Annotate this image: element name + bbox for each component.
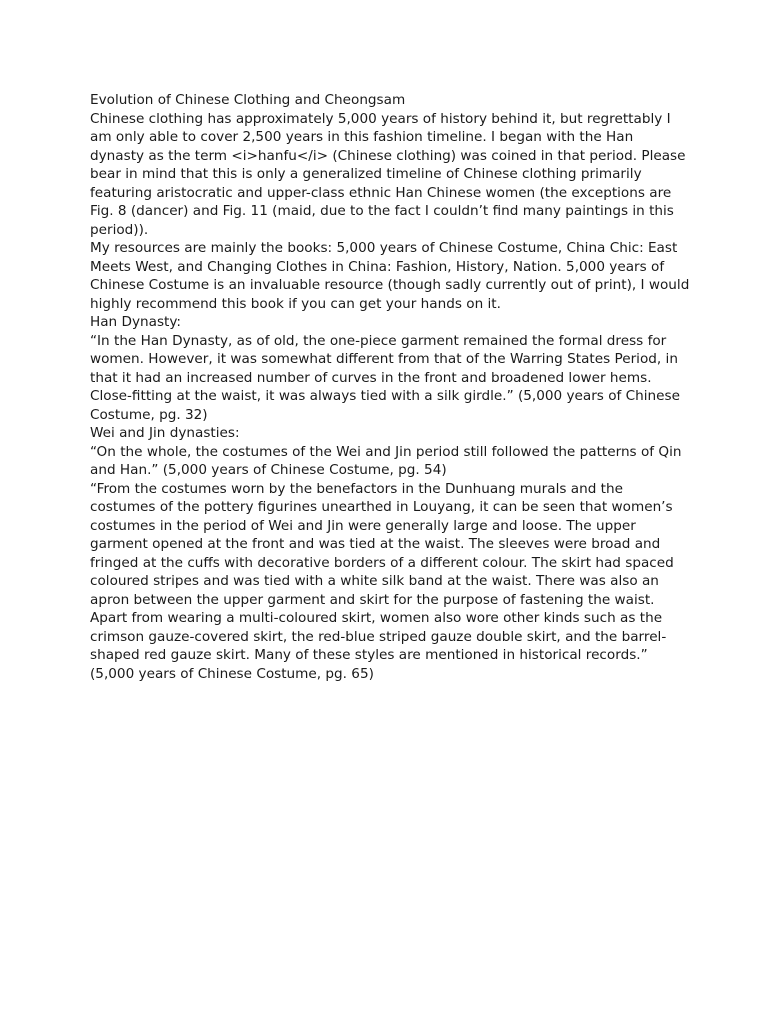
intro-paragraph: Chinese clothing has approximately 5,000 years of history behind it, but regrettably I am only able to cover 2,500 years in this fashion timeline. I began with the Han dynasty as the term <i>hanfu</i> (Chinese clothing) was coined in that period. Please bear in mind that this is only a generalized timeline of Chinese clothing primarily featuring aristocratic and upper-class ethnic Han Chinese women (the exceptions are Fig. 8 (dancer) and Fig. 11 (maid, due to the fact I couldn’t find many paintings in this period)). (90, 110, 686, 238)
wei-jin-quote-2: “From the costumes worn by the benefactors in the Dunhuang murals and the costumes of the pottery figurines unearthed in Louyang, it can be seen that women’s costumes in the period of Wei and Jin were generally large and loose. The upper garment opened at the front and was tied at the waist. The sleeves were broad and fringed at the cuffs with decorative borders of a different colour. The skirt had spaced coloured stripes and was tied with a white silk band at the waist. There was also an apron between the upper garment and skirt for the purpose of fastening the waist. Apart from wearing a multi-coloured skirt, women also wore other kinds such as the crimson gauze-covered skirt, the red-blue striped gauze double skirt, and the barrel-shaped red gauze skirt. Many of these styles are mentioned in historical records.” (5,000 years of Chinese Costume, pg. 65) (90, 480, 674, 682)
section-heading-wei-jin: Wei and Jin dynasties: (90, 425, 240, 441)
han-quote: “In the Han Dynasty, as of old, the one-piece garment remained the formal dress for women. However, it was somewhat different from that of the Warring States Period, in that it had an increased number of curves in the front and broadened lower hems. Close-fitting at the waist, it was always tied with a silk girdle.” (5,000 years of Chinese Costume, pg. 32) (90, 332, 680, 423)
document-title: Evolution of Chinese Clothing and Cheongsam (90, 92, 406, 108)
document-body (90, 91, 690, 683)
resources-paragraph: My resources are mainly the books: 5,000 years of Chinese Costume, China Chic: East Meets West, and Changing Clothes in China: Fashion, History, Nation. 5,000 years of Chinese Costume is an invaluable resource (though sadly currently out of print), I would highly recommend this book if you can get your hands on it. (90, 240, 690, 312)
wei-jin-quote-1: “On the whole, the costumes of the Wei and Jin period still followed the patterns of Qin and Han.” (5,000 years of Chinese Costume, pg. 54) (90, 443, 682, 478)
section-heading-han: Han Dynasty: (90, 314, 181, 330)
